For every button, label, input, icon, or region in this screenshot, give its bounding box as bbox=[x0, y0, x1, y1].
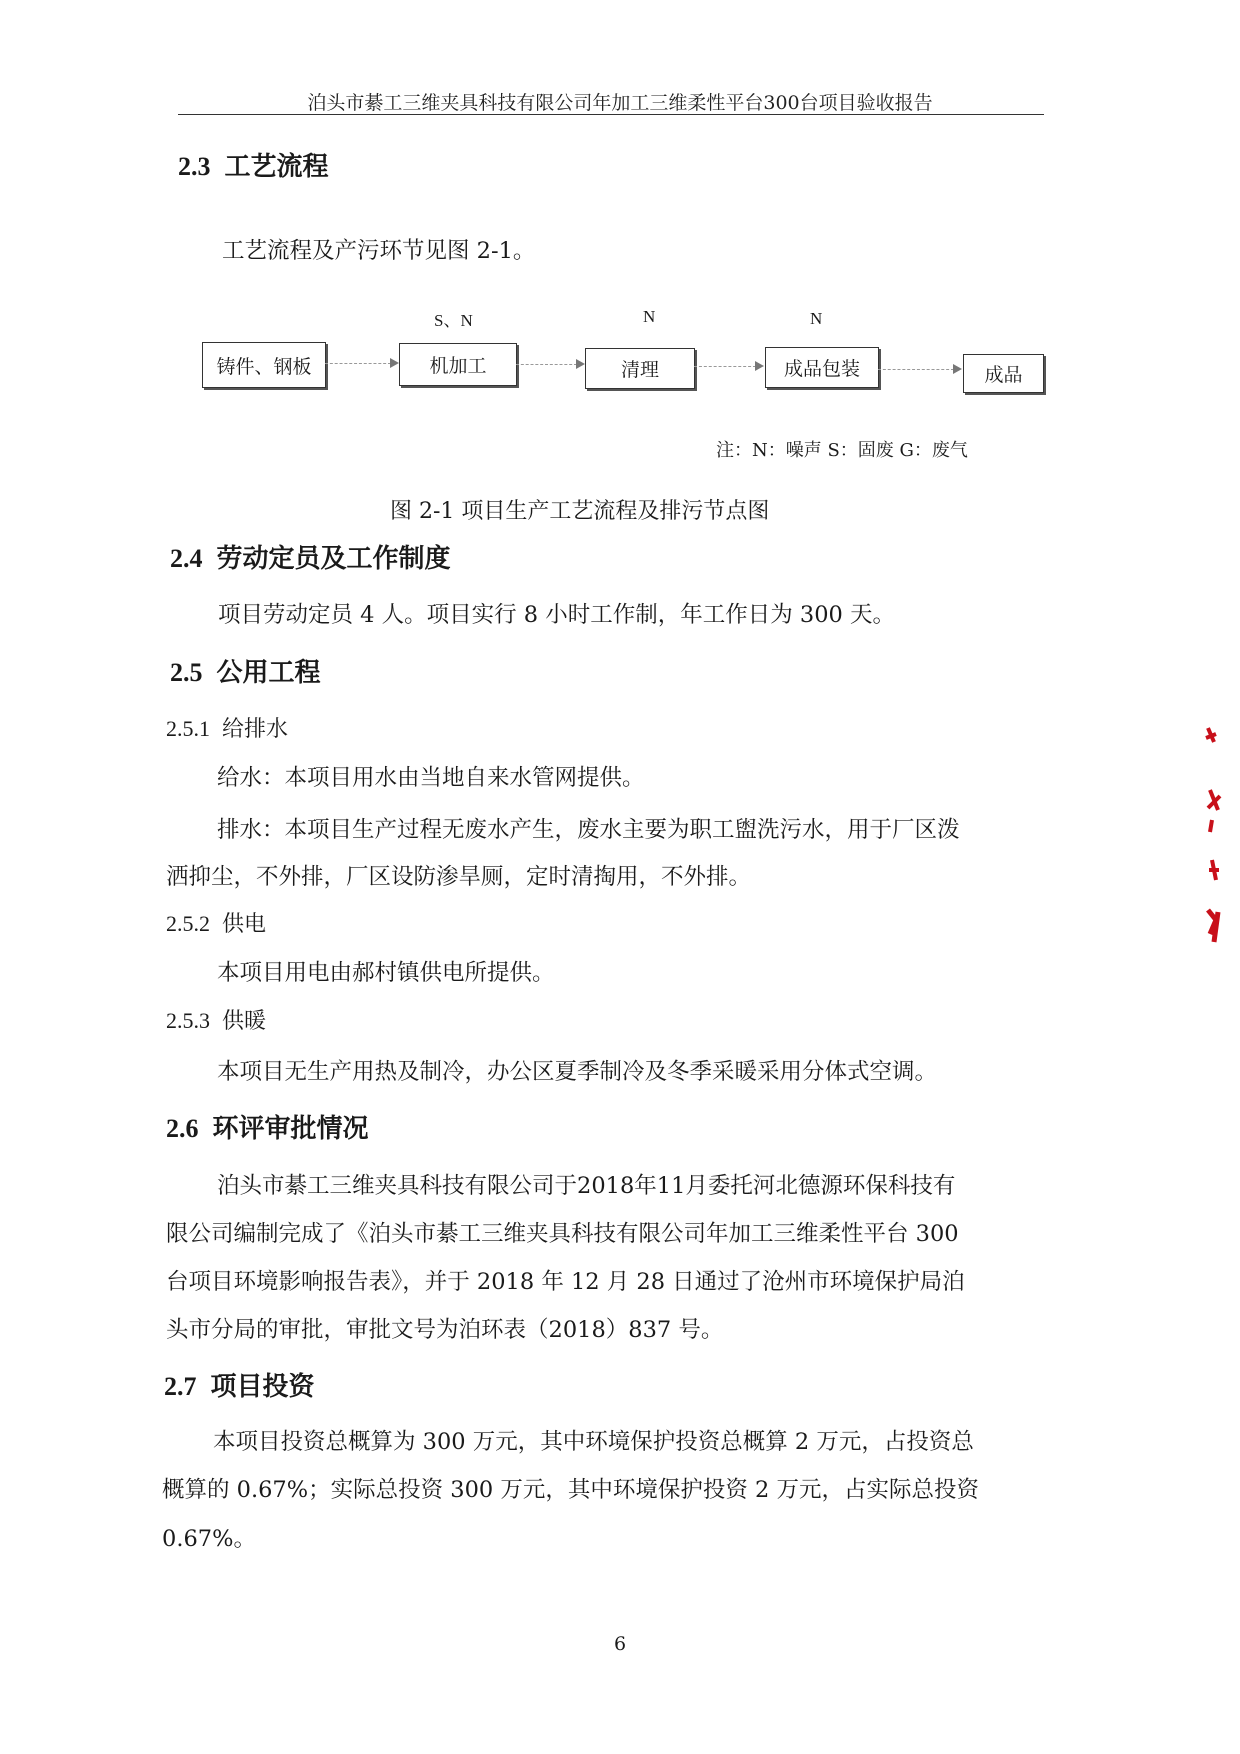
flow-step-raw-material: 铸件、钢板 bbox=[202, 342, 326, 388]
subsection-title: 给排水 bbox=[222, 717, 289, 742]
red-seal-fragment-icon bbox=[1200, 720, 1228, 950]
section-number: 2.7 bbox=[164, 1372, 197, 1401]
paragraph-power: 本项目用电由郝村镇供电所提供。 bbox=[217, 960, 555, 986]
section-heading-2-5 bbox=[170, 652, 321, 689]
flow-step-machining: 机加工 bbox=[399, 343, 517, 386]
section-title: 项目投资 bbox=[210, 1372, 315, 1402]
header-rule bbox=[178, 114, 1044, 115]
subsection-heading-2-5-1 bbox=[166, 712, 288, 743]
section-title: 环评审批情况 bbox=[212, 1114, 369, 1144]
paragraph-water-supply: 给水：本项目用水由当地自来水管网提供。 bbox=[217, 765, 645, 791]
page-number: 6 bbox=[613, 1633, 627, 1655]
arrow-head-icon bbox=[755, 361, 764, 371]
flow-pollutant-label: N bbox=[810, 309, 823, 328]
running-header: 泊头市綦工三维夹具科技有限公司年加工三维柔性平台300台项目验收报告 bbox=[307, 92, 933, 114]
subsection-title: 供电 bbox=[222, 912, 267, 937]
flow-arrow bbox=[694, 366, 756, 367]
paragraph-staffing: 项目劳动定员 4 人。项目实行 8 小时工作制，年工作日为 300 天。 bbox=[218, 602, 895, 628]
section-number: 2.4 bbox=[170, 544, 203, 573]
flow-arrow bbox=[516, 364, 577, 365]
paragraph-heating: 本项目无生产用热及制冷，办公区夏季制冷及冬季采暖采用分体式空调。 bbox=[217, 1059, 938, 1085]
arrow-head-icon bbox=[576, 359, 585, 369]
section-heading-2-3 bbox=[178, 146, 329, 183]
flow-step-packaging: 成品包装 bbox=[765, 347, 879, 388]
flow-legend-note: 注：N：噪声 S：固废 G：废气 bbox=[716, 440, 968, 461]
paragraph-investment-line: 本项目投资总概算为 300 万元，其中环境保护投资总概算 2 万元，占投资总 bbox=[213, 1429, 974, 1455]
arrow-head-icon bbox=[390, 358, 399, 368]
paragraph-drainage-line: 洒抑尘，不外排，厂区设防渗旱厕，定时清掏用，不外排。 bbox=[166, 864, 752, 890]
subsection-heading-2-5-2 bbox=[166, 907, 266, 938]
figure-caption: 图 2-1 项目生产工艺流程及排污节点图 bbox=[390, 499, 770, 524]
section-heading-2-4 bbox=[170, 538, 451, 575]
paragraph-approval-line: 头市分局的审批，审批文号为泊环表（2018）837 号。 bbox=[166, 1317, 724, 1343]
section-number: 2.3 bbox=[178, 152, 211, 181]
paragraph-approval-line: 台项目环境影响报告表》，并于 2018 年 12 月 28 日通过了沧州市环境保护局泊 bbox=[166, 1269, 965, 1295]
section-heading-2-6 bbox=[166, 1108, 369, 1145]
subsection-title: 供暖 bbox=[222, 1009, 267, 1034]
section-title: 工艺流程 bbox=[224, 152, 329, 182]
section-number: 2.5 bbox=[170, 658, 203, 687]
section-number: 2.6 bbox=[166, 1114, 199, 1143]
subsection-heading-2-5-3 bbox=[166, 1004, 266, 1035]
paragraph-investment-line: 0.67%。 bbox=[162, 1526, 256, 1552]
section-heading-2-7 bbox=[164, 1366, 315, 1403]
section-title: 公用工程 bbox=[216, 658, 321, 688]
paragraph-approval-line: 泊头市綦工三维夹具科技有限公司于2018年11月委托河北德源环保科技有 bbox=[217, 1173, 956, 1199]
flow-arrow bbox=[878, 369, 954, 370]
subsection-number: 2.5.1 bbox=[166, 716, 210, 741]
paragraph-investment-line: 概算的 0.67%；实际总投资 300 万元，其中环境保护投资 2 万元，占实际总投资 bbox=[162, 1477, 979, 1503]
paragraph-drainage-line: 排水：本项目生产过程无废水产生，废水主要为职工盥洗污水，用于厂区泼 bbox=[217, 817, 960, 843]
paragraph-approval-line: 限公司编制完成了《泊头市綦工三维夹具科技有限公司年加工三维柔性平台 300 bbox=[166, 1221, 959, 1247]
flow-pollutant-label: S、N bbox=[434, 311, 473, 330]
section-title: 劳动定员及工作制度 bbox=[216, 544, 451, 574]
subsection-number: 2.5.3 bbox=[166, 1008, 210, 1033]
flow-step-finished-product: 成品 bbox=[963, 354, 1044, 393]
flow-step-cleaning: 清理 bbox=[585, 348, 695, 389]
subsection-number: 2.5.2 bbox=[166, 911, 210, 936]
flow-pollutant-label: N bbox=[643, 307, 656, 326]
paragraph-intro: 工艺流程及产污环节见图 2-1。 bbox=[222, 238, 536, 264]
flow-arrow bbox=[325, 363, 391, 364]
arrow-head-icon bbox=[953, 364, 962, 374]
